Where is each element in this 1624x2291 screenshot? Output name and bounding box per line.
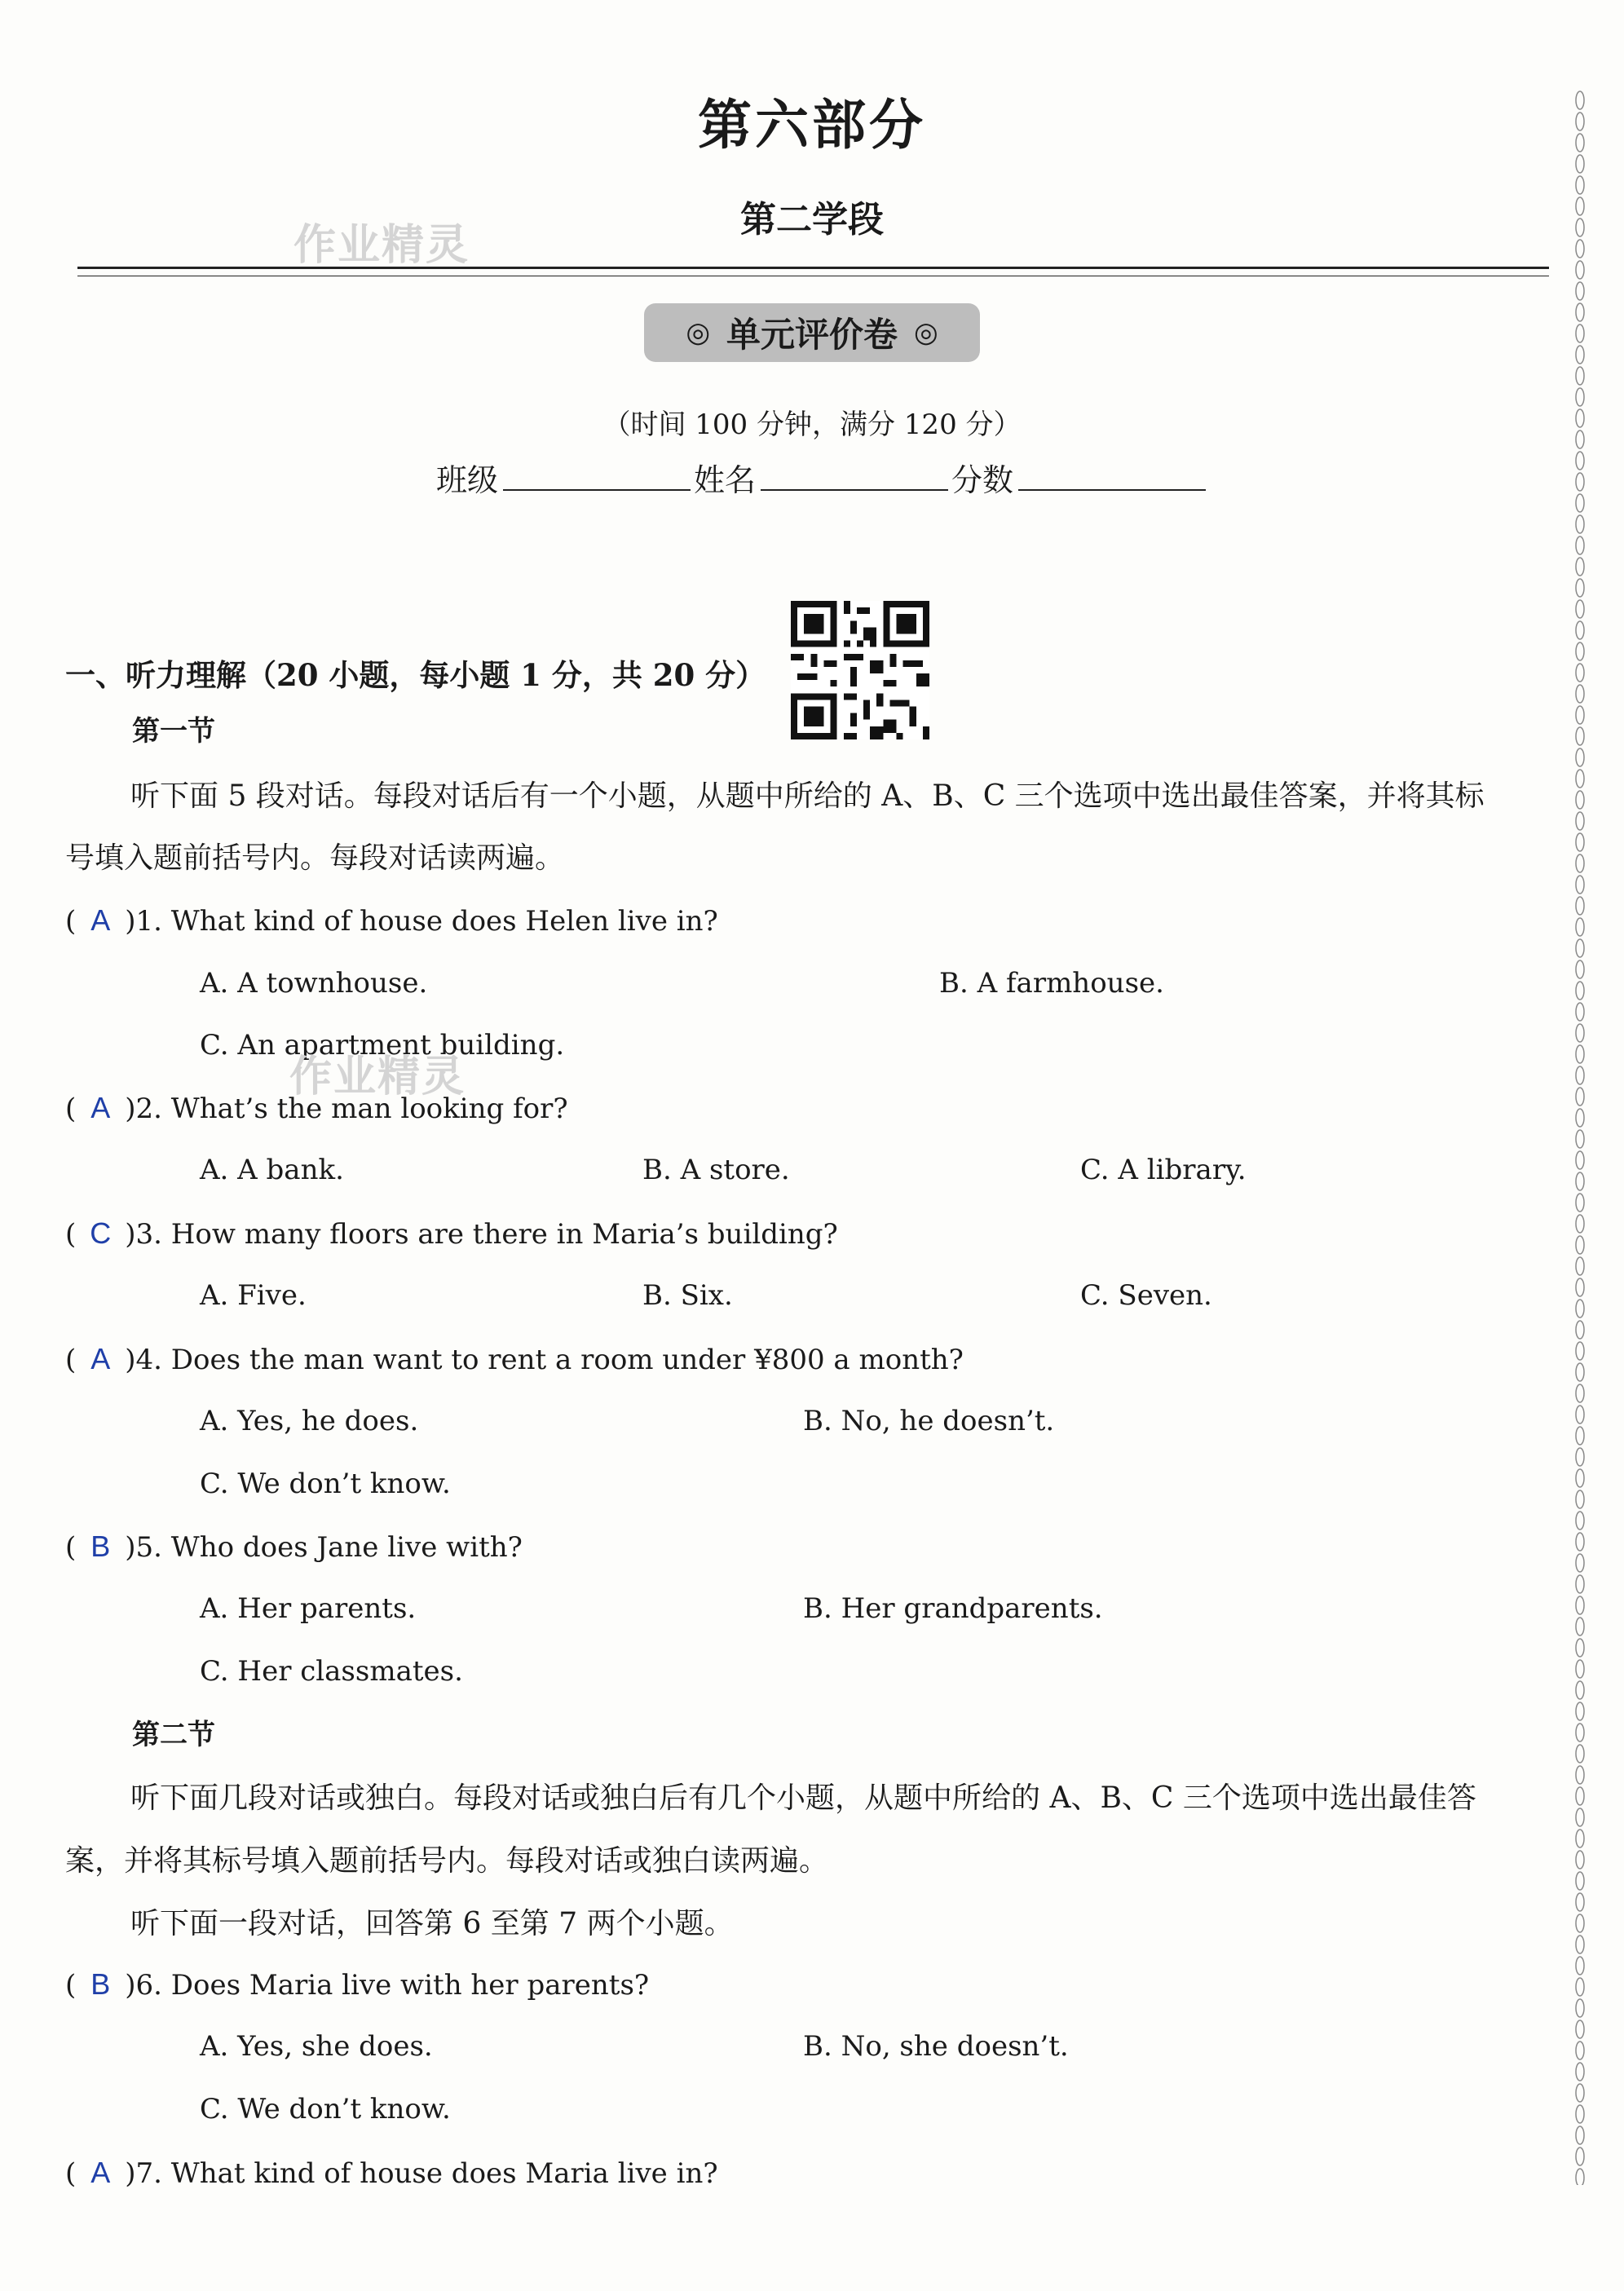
section-heading: 一、听力理解（20 小题，每小题 1 分，共 20 分）	[65, 657, 766, 693]
part1-label: 第一节	[132, 715, 215, 748]
question-6: ( B )6. Does Maria live with her parents?	[65, 1967, 650, 2002]
name-field[interactable]	[761, 460, 948, 491]
circle-ornament-icon: ◎	[686, 316, 710, 349]
question-text: )3. How many floors are there in Maria’s building?	[125, 1218, 838, 1251]
question-5: ( B )5. Who does Jane live with?	[65, 1530, 523, 1564]
option[interactable]: B. No, he doesn’t.	[803, 1405, 1055, 1437]
option[interactable]: C. We don’t know.	[200, 2093, 451, 2125]
banner-label: 单元评价卷	[726, 315, 898, 355]
question-2: ( A )2. What’s the man looking for?	[65, 1091, 568, 1125]
part2-sub-instruction: 听下面一段对话，回答第 6 至第 7 两个小题。	[130, 1907, 734, 1940]
time-limit: （时间 100 分钟，满分 120 分）	[602, 408, 1022, 441]
question-text: )6. Does Maria live with her parents?	[125, 1969, 650, 2002]
option[interactable]: A. Yes, she does.	[200, 2030, 433, 2063]
option[interactable]: B. Her grandparents.	[803, 1592, 1103, 1625]
answer-mark[interactable]: A	[90, 1342, 111, 1375]
page-subtitle: 第二学段	[740, 199, 884, 241]
option[interactable]: A. Her parents.	[200, 1592, 417, 1625]
answer-mark[interactable]: A	[90, 903, 111, 937]
option[interactable]: A. A townhouse.	[200, 967, 428, 1000]
answer-mark[interactable]: B	[90, 1967, 111, 2001]
score-field[interactable]	[1018, 460, 1206, 491]
question-text: )5. Who does Jane live with?	[125, 1531, 523, 1564]
option[interactable]: B. A farmhouse.	[939, 967, 1164, 1000]
circle-ornament-icon: ◎	[914, 316, 938, 349]
student-info-row	[436, 455, 1209, 500]
class-field[interactable]	[503, 460, 691, 491]
part2-instruction: 听下面几段对话或独白。每段对话或独白后有几个小题，从题中所给的 A、B、C 三个选项中选出最佳答	[130, 1781, 1476, 1815]
question-4: ( A )4. Does the man want to rent a room under ¥800 a month?	[65, 1342, 964, 1376]
question-text: )4. Does the man want to rent a room under ¥800 a month?	[125, 1344, 964, 1376]
option[interactable]: C. Seven.	[1080, 1279, 1212, 1312]
option[interactable]: C. We don’t know.	[200, 1468, 451, 1500]
question-3: ( C )3. How many floors are there in Maria’s building?	[65, 1216, 838, 1251]
watermark: 作业精灵	[293, 221, 470, 270]
option[interactable]: C. Her classmates.	[200, 1655, 463, 1688]
part2-label: 第二节	[132, 1719, 215, 1751]
binding-border-decoration	[1573, 90, 1586, 2185]
option[interactable]: A. Five.	[200, 1279, 307, 1312]
option[interactable]: B. No, she doesn’t.	[803, 2030, 1069, 2063]
option[interactable]: C. A library.	[1080, 1154, 1247, 1186]
answer-mark[interactable]: B	[90, 1530, 111, 1563]
watermark: 作业精灵	[289, 1053, 466, 1101]
score-label: 分数	[951, 462, 1014, 498]
page-title: 第六部分	[698, 93, 926, 157]
question-1: ( A )1. What kind of house does Helen live in?	[65, 903, 718, 938]
part1-instruction: 号填入题前括号内。每段对话读两遍。	[65, 841, 565, 875]
question-7: ( A )7. What kind of house does Maria live in?	[65, 2156, 718, 2190]
unit-banner	[644, 303, 980, 362]
qr-code-icon[interactable]	[791, 601, 929, 739]
option[interactable]: A. A bank.	[200, 1154, 344, 1186]
divider	[77, 267, 1549, 269]
question-text: )7. What kind of house does Maria live in?	[125, 2157, 718, 2190]
answer-mark[interactable]: A	[90, 1091, 111, 1124]
option[interactable]: A. Yes, he does.	[200, 1405, 419, 1437]
part2-instruction: 案，并将其标号填入题前括号内。每段对话或独白读两遍。	[65, 1844, 829, 1878]
option[interactable]: B. Six.	[642, 1279, 733, 1312]
name-label: 姓名	[694, 462, 757, 498]
question-text: )2. What’s the man looking for?	[125, 1093, 568, 1125]
class-label: 班级	[436, 462, 499, 498]
question-text: )1. What kind of house does Helen live in?	[125, 905, 718, 938]
answer-mark[interactable]: A	[90, 2156, 111, 2189]
part1-instruction: 听下面 5 段对话。每段对话后有一个小题，从题中所给的 A、B、C 三个选项中选出最佳答案，并将其标	[130, 779, 1485, 813]
option[interactable]: C. An apartment building.	[200, 1029, 565, 1062]
option[interactable]: B. A store.	[642, 1154, 790, 1186]
answer-mark[interactable]: C	[90, 1216, 112, 1250]
